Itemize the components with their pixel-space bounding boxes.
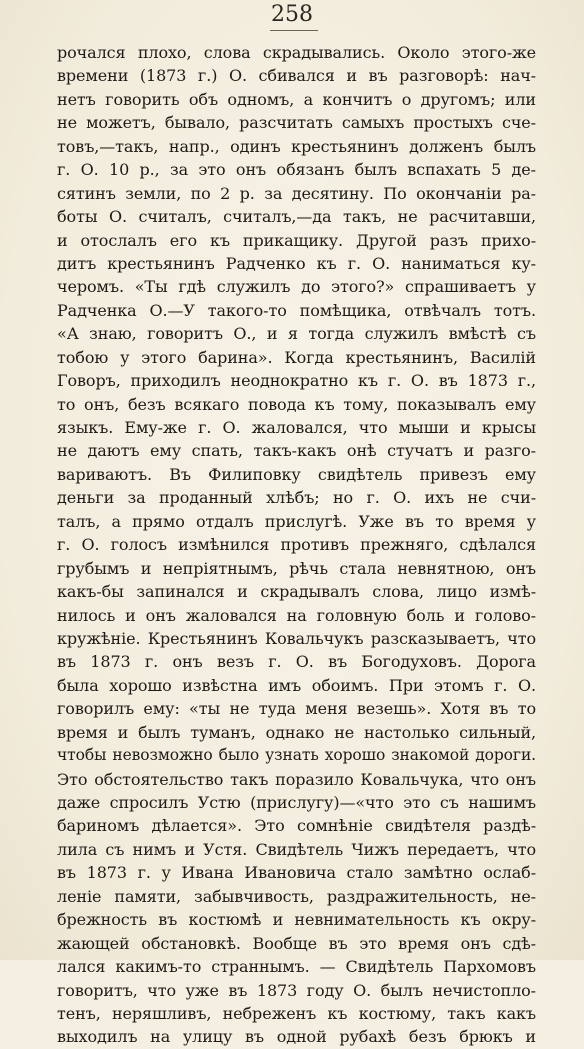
text-line: дитъ крестьянинъ Радченко къ г. О. наниматься ку- [57, 253, 536, 273]
text-line: жающей обстановкѣ. Вообще въ это время онъ сдѣ- [57, 933, 536, 953]
text-line: въ 1873 г. онъ везъ г. О. въ Богодуховъ. Дорога [57, 652, 536, 672]
text-line: языкъ. Ему-же г. О. жаловался, что мыши и крысы [57, 418, 536, 437]
text-line: говоритъ, что уже въ 1873 году О. былъ нечистоплo- [57, 980, 536, 1000]
text-line: Радченка О.—У такого-то помѣщика, отвѣчалъ тотъ. [57, 300, 536, 320]
text-line: Говоръ, приходилъ неоднократно къ г. О. въ 1873 г., [57, 371, 536, 391]
text-line: то онъ, безъ всякаго повода къ тому, показывалъ ему [57, 394, 536, 414]
text-line: г. О. 10 р., за это онъ обязанъ былъ вспахать 5 де- [57, 160, 536, 180]
text-line: боты О. считалъ, считалъ,—да такъ, не расчитавши, [57, 207, 536, 227]
text-line: Это обстоятельство такъ поразило Ковальчука, что онъ [57, 769, 536, 789]
text-line: бариномъ дѣлается». Это сомнѣніе свидѣтеля раздѣ- [57, 816, 536, 836]
text-line: говорилъ ему: «ты не туда меня везешь». Хотя въ то [57, 699, 536, 719]
text-line: г. О. голосъ измѣнился противъ прежняго, сдѣлался [57, 535, 536, 555]
text-line: кружѣніе. Крестьянинъ Ковальчукъ разсказываетъ, что [57, 628, 536, 648]
text-line: нетъ говорить объ одномъ, а кончитъ о другомъ; или [57, 89, 536, 109]
text-line: какъ-бы запинался и скрадывалъ слова, лицо измѣ- [57, 582, 536, 602]
text-line: рочался плохо, слова скрадывались. Около этого-же [57, 43, 536, 62]
text-line: лила съ нимъ и Устя. Свидѣтель Чижъ передаетъ, что [57, 839, 536, 859]
text-line: леніе памяти, забывчивость, раздражительность, не- [57, 886, 536, 906]
text-line: лался какимъ-то страннымъ. — Свидѣтель Пархомовъ [57, 957, 536, 977]
text-line: тенъ, неряшливъ, небреженъ къ костюму, такъ какъ [57, 1003, 536, 1023]
page-number: 258 [271, 2, 313, 27]
body-text [57, 41, 536, 1049]
text-line: и отослалъ его къ прикащику. Другой разъ прихо- [57, 230, 536, 250]
text-line: талъ, а прямо отдалъ прислугѣ. Уже въ то время у [57, 511, 536, 531]
text-line: деньги за проданный хлѣбъ; но г. О. ихъ не счи- [57, 488, 536, 508]
text-line: нилось и онъ жаловался на головную боль и голово- [57, 605, 536, 625]
text-line: «А знаю, говоритъ О., и я тогда служилъ вмѣстѣ съ [57, 324, 536, 344]
text-line: тобою у этого барина». Когда крестьянинъ, Василій [57, 347, 536, 367]
text-line: была хорошо извѣстна имъ обоимъ. При этомъ г. О. [57, 675, 536, 695]
text-line: не даютъ ему спать, такъ-какъ онѣ стучатъ и разго- [57, 441, 536, 461]
page-number-underline [270, 30, 318, 31]
text-line: не можетъ, бывало, разсчитать самыхъ простыхъ сче- [57, 113, 536, 133]
text-line: сятинъ земли, по 2 р. за десятину. По окончаніи ра- [57, 183, 536, 203]
text-line: выходилъ на улицу въ одной рубахѣ безъ брюкъ и [57, 1027, 536, 1047]
text-line: въ 1873 г. у Ивана Ивановича стало замѣтно ослаб- [57, 863, 536, 883]
text-line: даже спросилъ Устю (прислугу)—«что это съ нашимъ [57, 793, 536, 812]
text-line: брежность въ костюмѣ и невнимательность къ окру- [57, 910, 536, 930]
text-line: черомъ. «Ты гдѣ служилъ до этого?» спрашиваетъ у [57, 277, 536, 297]
text-line: товъ,—такъ, напр., одинъ крестьянинъ долженъ былъ [57, 136, 536, 156]
text-line: время и былъ туманъ, однако не настолько сильный, [57, 722, 536, 742]
text-line: чтобы невозможно было узнать хорошо знакомой дороги. [57, 746, 536, 765]
text-line: времени (1873 г.) О. сбивался и въ разговорѣ: нач- [57, 66, 536, 86]
text-line: вариваютъ. Въ Филиповку свидѣтель привезъ ему [57, 464, 536, 484]
text-line: грубымъ и непріятнымъ, рѣчь стала невнятною, онъ [57, 558, 536, 578]
